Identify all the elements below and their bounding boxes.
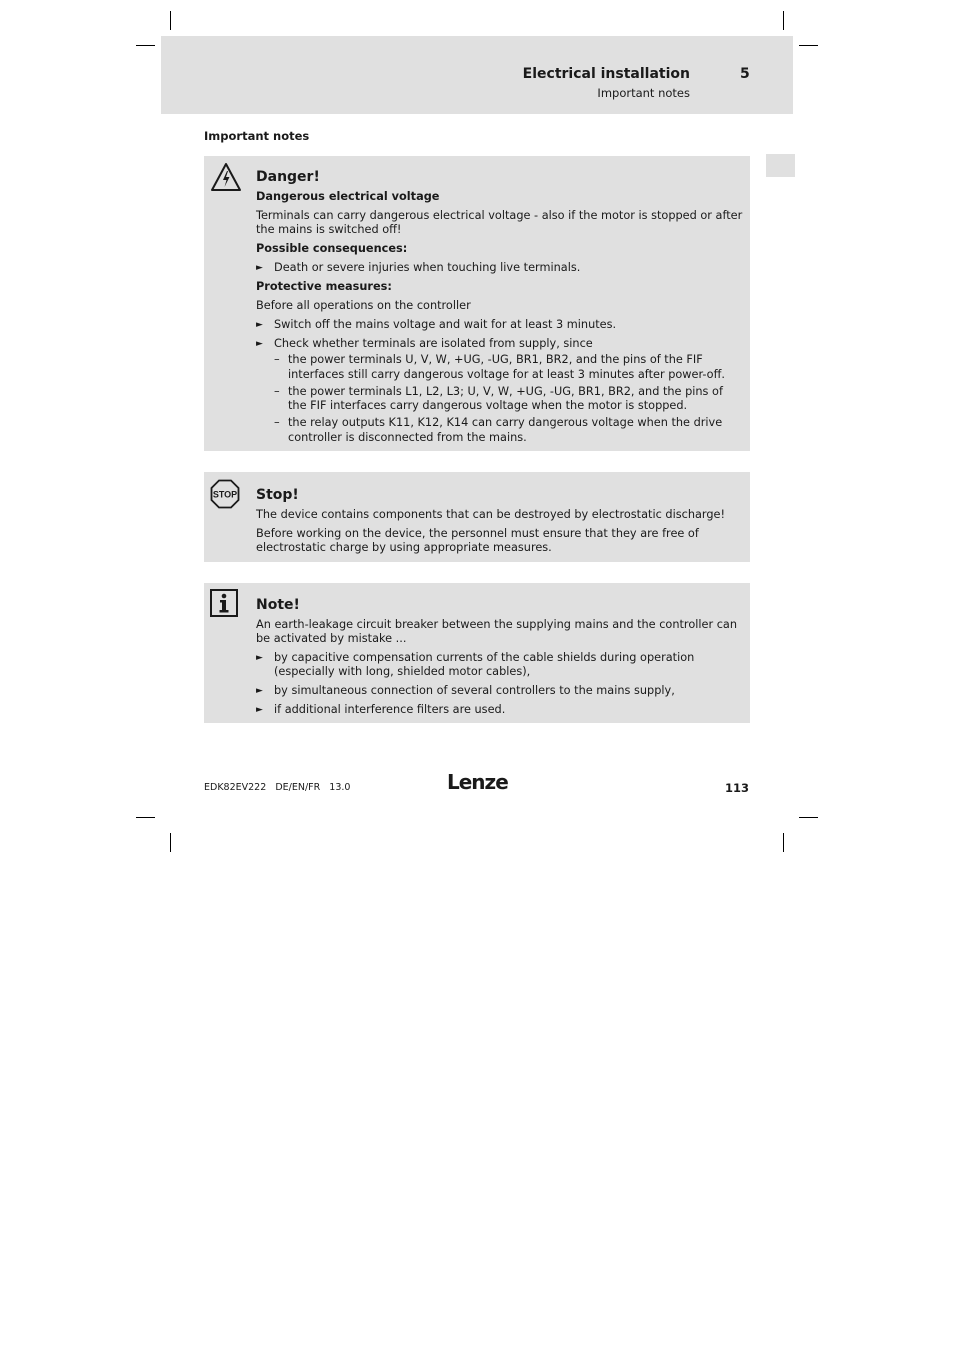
list-item: ► Death or severe injuries when touching live terminals. xyxy=(256,261,581,274)
crop-mark xyxy=(783,833,784,852)
page-header xyxy=(161,36,793,114)
crop-mark xyxy=(170,11,171,30)
crop-mark xyxy=(136,45,155,46)
stop-sign-icon xyxy=(210,479,240,513)
sub-list-item: – the power terminals L1, L2, L3; U, V, W, +UG, -UG, BR1, BR2, and the pins of the FIF interfaces carry dangerous voltage when the motor is stopped. xyxy=(274,384,723,412)
list-item: ► if additional interference filters are used. xyxy=(256,703,506,716)
chapter-number: 5 xyxy=(740,66,750,82)
stop-paragraph: The device contains components that can be destroyed by electrostatic discharge! xyxy=(256,508,725,521)
page-number: 113 xyxy=(724,781,749,795)
chapter-side-tab xyxy=(766,154,795,177)
list-item: ► by simultaneous connection of several controllers to the mains supply, xyxy=(256,684,675,697)
lenze-logo: Lenze xyxy=(447,770,508,794)
note-box xyxy=(204,583,750,723)
bullet-icon: ► xyxy=(256,320,263,330)
consequences-label: Possible consequences: xyxy=(256,242,408,255)
crop-mark xyxy=(170,833,171,852)
info-icon xyxy=(210,589,238,621)
crop-mark xyxy=(783,11,784,30)
list-item: ► by capacitive compensation currents of the cable shields during operation (especially with long, shielded motor cables), xyxy=(256,651,695,678)
list-item: ► Switch off the mains voltage and wait for at least 3 minutes. xyxy=(256,318,617,331)
bullet-icon: ► xyxy=(256,263,263,273)
sub-list-item: – the power terminals U, V, W, +UG, -UG, BR1, BR2, and the pins of the FIF interfaces still carry dangerous voltage for at least 3 minutes after power-off. xyxy=(274,353,725,381)
danger-box xyxy=(204,156,750,451)
bullet-icon: ► xyxy=(256,653,263,663)
sub-list-item: – the relay outputs K11, K12, K14 can carry dangerous voltage when the drive controller is disconnected from the mains. xyxy=(274,416,723,444)
crop-mark xyxy=(799,45,818,46)
chapter-subtitle: Important notes xyxy=(597,86,690,100)
bullet-icon: ► xyxy=(256,705,263,715)
stop-title: Stop! xyxy=(256,487,299,503)
measures-intro: Before all operations on the controller xyxy=(256,299,471,312)
bullet-icon: ► xyxy=(256,339,263,349)
section-title: Important notes xyxy=(204,129,310,143)
high-voltage-warning-icon xyxy=(210,162,242,196)
svg-text:STOP: STOP xyxy=(212,489,238,500)
stop-box xyxy=(204,472,750,562)
danger-title: Danger! xyxy=(256,169,320,185)
danger-subtitle: Dangerous electrical voltage xyxy=(256,190,440,203)
crop-mark xyxy=(799,817,818,818)
note-title: Note! xyxy=(256,597,300,613)
bullet-icon: ► xyxy=(256,686,263,696)
document-id: EDK82EV222 DE/EN/FR 13.0 xyxy=(204,782,351,793)
list-item: ► Check whether terminals are isolated from supply, since xyxy=(256,337,593,350)
note-text: An earth-leakage circuit breaker between the supplying mains and the controller can be activated by mistake ... xyxy=(256,618,737,645)
crop-mark xyxy=(136,817,155,818)
danger-text: Terminals can carry dangerous electrical voltage - also if the motor is stopped or after the mains is switched off! xyxy=(256,209,743,236)
chapter-title: Electrical installation xyxy=(522,66,690,82)
measures-label: Protective measures: xyxy=(256,280,392,293)
stop-paragraph: Before working on the device, the personnel must ensure that they are free of electrostatic charge by using appropriate measures. xyxy=(256,527,699,554)
